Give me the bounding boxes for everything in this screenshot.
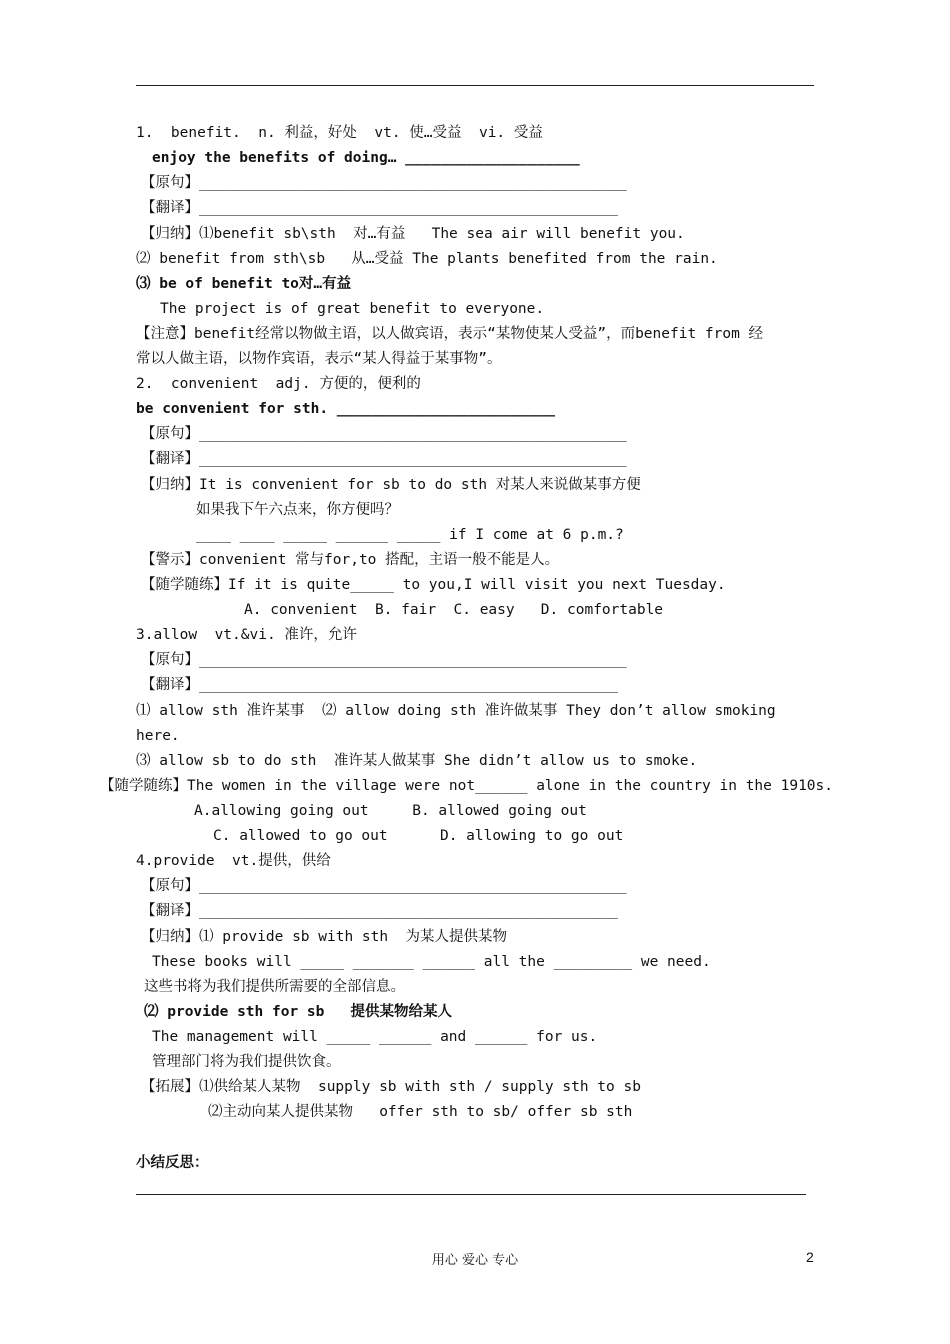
text-line: A. convenient B. fair C. easy D. comfortable [244, 602, 664, 618]
text-line: These books will _____ _______ ______ all the _________ we need. [152, 954, 711, 970]
text-line: 【归纳】It is convenient for sb to do sth 对某人来说做某事方便 [141, 477, 641, 493]
text-line: 【归纳】⑴ provide sb with sth 为某人提供某物 [141, 929, 508, 945]
text-line: ⑶ allow sb to do sth 准许某人做某事 She didn’t allow us to smoke. [136, 753, 698, 769]
text-line: 如果我下午六点来，你方便吗？ [196, 502, 399, 518]
text-line: 【拓展】⑴供给某人某物 supply sb with sth / supply sth to sb [141, 1079, 641, 1095]
text-line: ⑶ be of benefit to对…有益 [136, 276, 352, 292]
text-line: A.allowing going out B. allowed going out [194, 803, 587, 819]
text-line: 【原句】_________________________________________________ [141, 175, 627, 191]
text-line: The management will _____ ______ and ______ for us. [152, 1029, 598, 1045]
text-line: be convenient for sth. _________________________ [136, 401, 556, 417]
text-line: 常以人做主语，以物作宾语，表示“某人得益于某事物”。 [136, 351, 502, 367]
text-line: 【原句】_________________________________________________ [141, 878, 627, 894]
text-line: 【原句】_________________________________________________ [141, 652, 627, 668]
text-line: 1. benefit. n. 利益，好处 vt. 使…受益 vi. 受益 [136, 125, 543, 141]
summary-rule [136, 1194, 806, 1195]
text-line: enjoy the benefits of doing… ____________________ [152, 150, 580, 166]
text-line: The project is of great benefit to everyone. [160, 301, 545, 317]
text-line: ⑵主动向某人提供某物 offer sth to sb/ offer sb sth [208, 1104, 633, 1120]
text-line: 【随学随练】The women in the village were not______ alone in the country in the 1910s. [100, 778, 833, 794]
text-line: ⑴ allow sth 准许某事 ⑵ allow doing sth 准许做某事 They don’t allow smoking [136, 703, 776, 719]
text-line: 管理部门将为我们提供饮食。 [152, 1054, 341, 1070]
text-line: C. allowed to go out D. allowing to go out [213, 828, 624, 844]
summary-heading: 小结反思： [136, 1155, 209, 1171]
text-line: 3.allow vt.&vi. 准许，允许 [136, 627, 357, 643]
text-line: 这些书将为我们提供所需要的全部信息。 [144, 979, 405, 995]
text-line: 【翻译】________________________________________________ [141, 200, 619, 216]
text-line: 【注意】benefit经常以物做主语，以人做宾语，表示“某物使某人受益”，而benefit from 经 [136, 326, 764, 342]
text-line: 【随学随练】If it is quite_____ to you,I will visit you next Tuesday. [141, 577, 726, 593]
text-line: 【翻译】_________________________________________________ [141, 451, 627, 467]
text-line: 4.provide vt.提供，供给 [136, 853, 331, 869]
text-line: 【翻译】________________________________________________ [141, 903, 619, 919]
page-footer: 用心 爱心 专心 [431, 1253, 519, 1268]
text-line: 【翻译】________________________________________________ [141, 677, 619, 693]
page-number: 2 [806, 1249, 814, 1265]
text-line: 【警示】convenient 常与for,to 搭配，主语一般不能是人。 [141, 552, 560, 568]
text-line: 【归纳】⑴benefit sb\sth 对…有益 The sea air will benefit you. [141, 226, 685, 242]
text-line: ____ ____ _____ ______ _____ if I come at 6 p.m.? [196, 527, 624, 543]
text-line: 2. convenient adj. 方便的，便利的 [136, 376, 421, 392]
text-line: ⑵ provide sth for sb 提供某物给某人 [144, 1004, 453, 1020]
text-line: 【原句】_________________________________________________ [141, 426, 627, 442]
header-rule [136, 85, 814, 86]
text-line: here. [136, 728, 180, 744]
text-line: ⑵ benefit from sth\sb 从…受益 The plants benefited from the rain. [136, 251, 718, 267]
